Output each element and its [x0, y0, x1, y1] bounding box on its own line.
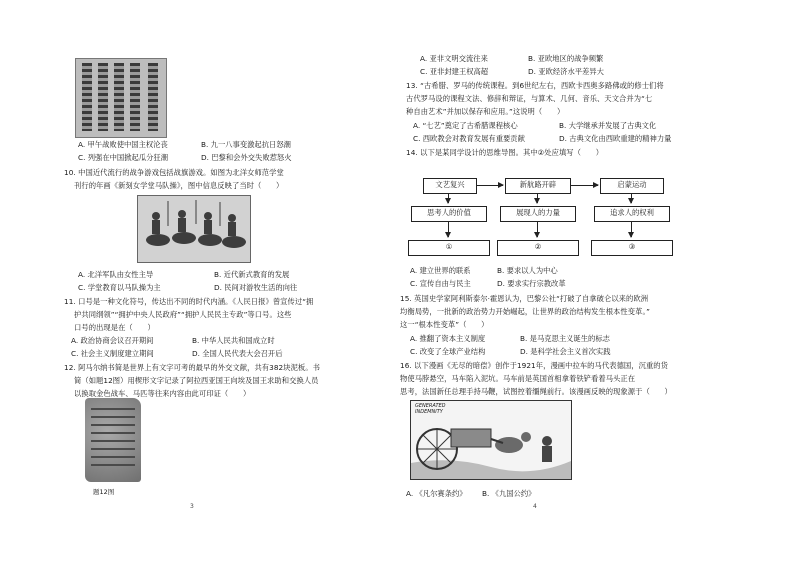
q13-option-a: A. “七艺”奠定了古希腊课程核心: [413, 121, 518, 130]
parade-painting-photo: [137, 195, 251, 263]
mindmap-human-power-box: 展现人的力量: [500, 206, 576, 222]
q12-option-d: D. 亚欧经济水平差异大: [528, 67, 604, 76]
q11-option-b: B. 中华人民共和国成立时: [192, 336, 275, 345]
mindmap-arrow-down-3: [631, 193, 632, 203]
q12-option-c: C. 亚非封建王权高超: [420, 67, 489, 76]
q13-stem-line1: 13. “古希腊、罗马的传统课程。到6世纪左右，西欧卡西奥多路佛或的修士们将: [406, 81, 664, 90]
q13-option-d: D. 古典文化由西欧重建的精神力量: [559, 134, 672, 143]
historical-document-photo: [75, 58, 167, 138]
q9-option-c: C. 列强在中国掀起瓜分狂潮: [78, 153, 168, 162]
q11-stem-line3: 口号的出现是在（ ）: [74, 323, 155, 332]
mindmap-arrow-down-2: [537, 193, 538, 203]
q14-option-c: C. 宣传自由与民主: [410, 279, 471, 288]
mindmap-arrow-down-4: [448, 221, 449, 237]
q14-stem: 14. 以下是某同学设计的思维导图。其中②处应填写（ ）: [406, 148, 604, 157]
q9-option-a: A. 甲午战败使中国主权沦丧: [78, 140, 168, 149]
q16-stem-line1: 16. 以下漫画《无尽的暗偿》创作于1921年，漫画中拉车的马代表德国，沉重的货: [400, 361, 668, 370]
mindmap-renaissance-box: 文艺复兴: [423, 178, 477, 194]
q15-option-d: D. 是科学社会主义首次实践: [520, 347, 611, 356]
mindmap-new-route-box: 新航路开辟: [505, 178, 571, 194]
q9-option-d: D. 巴黎和会外交失败惹怒火: [201, 153, 292, 162]
q13-stem-line2: 古代罗马设的课程文法、修辞和辩证，与算术、几何、音乐、天文合并为“七: [406, 94, 653, 103]
q15-stem-line3: 这一“根本性变革”（ ）: [400, 320, 489, 329]
q15-stem-line2: 均衡局势，一批新的政治势力开始崛起，让世界的政治结构发生根本性变革。”: [400, 307, 650, 316]
q16-stem-line2: 物使马脖悬空，马车陷入泥坑。马车前是英国首相拿着铁铲看着马头正在: [400, 374, 636, 383]
mindmap-arrow-down-6: [631, 221, 632, 237]
q11-option-c: C. 社会主义制度建立期间: [71, 349, 154, 358]
mindmap-arrow-1: [477, 185, 503, 186]
mindmap-human-rights-box: 追求人的权利: [594, 206, 670, 222]
q11-option-a: A. 政治协商会议召开期间: [71, 336, 154, 345]
q15-option-a: A. 推翻了资本主义制度: [410, 334, 486, 343]
q14-option-d: D. 要求实行宗教改革: [497, 279, 566, 288]
q10-stem-line1: 10. 中国近代流行的战争游戏包括战旗游戏。如图为北洋女师范学堂: [64, 168, 284, 177]
q10-stem-line2: 刊行的年画《新刻女学堂马队操》，图中信息反映了当时（ ）: [74, 181, 284, 190]
q11-stem-line1: 11. 口号是一种文化符号，传达出不同的时代内涵。《人民日报》曾宣传过“拥: [64, 297, 314, 306]
q10-option-d: D. 民间对游牧生活的向往: [214, 283, 298, 292]
q12-stem-line1: 12. 阿马尔纳书简是世界上有文字可考的最早的外交文献，共有382块泥板。书: [64, 363, 320, 372]
mindmap-arrow-down-1: [448, 193, 449, 203]
q12-stem-line3: 以换取金色战车、马匹等往来内容由此可印证（ ）: [74, 389, 251, 398]
page-number-right: 4: [533, 503, 537, 510]
q15-option-b: B. 是马克思主义诞生的标志: [520, 334, 610, 343]
q16-option-a: A. 《凡尔赛条约》: [406, 489, 467, 498]
q14-option-a: A. 建立世界的联系: [410, 266, 471, 275]
q12-stem-line2: 简（如题12图）用楔形文字记录了阿拉西亚国王向埃及国王求助和交换人员: [74, 376, 319, 385]
q13-stem-line3: 种自由艺术”并加以保存和应用。”这说明（ ）: [406, 107, 565, 116]
page-number-left: 3: [190, 503, 194, 510]
mindmap-enlightenment-box: 启蒙运动: [600, 178, 664, 194]
cartoon-banner-text: GENERATED INDEMNITY: [415, 403, 446, 415]
mindmap-blank-1: ①: [408, 240, 490, 256]
q12-figure-caption: 题12图: [93, 488, 115, 496]
reparations-cartoon: [410, 400, 572, 480]
q13-option-c: C. 西欧教会对教育发展有重要贡献: [413, 134, 525, 143]
q10-option-a: A. 北洋军队由女性主导: [78, 270, 154, 279]
q9-option-b: B. 九一八事变激起抗日怒潮: [201, 140, 291, 149]
q16-stem-line3: 思考，法国新任总理手持马鞭，试图控着缰绳前行。该漫画反映的现象源于（ ）: [400, 387, 672, 396]
clay-tablet-photo: [85, 398, 141, 482]
q12-option-a: A. 亚非文明交流往来: [420, 54, 488, 63]
mindmap-human-value-box: 思考人的价值: [411, 206, 487, 222]
mindmap-blank-3: ③: [591, 240, 673, 256]
q15-stem-line1: 15. 英国史学家阿利斯泰尔·霍恩认为，巴黎公社“打破了自拿破仑以来的欧洲: [400, 294, 649, 303]
mindmap-blank-2: ②: [497, 240, 579, 256]
q11-option-d: D. 全国人民代表大会召开后: [192, 349, 283, 358]
mindmap-arrow-2: [571, 185, 598, 186]
q15-option-c: C. 改变了全球产业结构: [410, 347, 486, 356]
q11-stem-line2: 护共同纲领”“拥护中央人民政府”“拥护人民民主专政”等口号。这些: [74, 310, 292, 319]
q12-option-b: B. 亚欧地区的战争频繁: [528, 54, 604, 63]
q16-option-b: B. 《九国公约》: [482, 489, 536, 498]
mindmap-arrow-down-5: [537, 221, 538, 237]
q13-option-b: B. 大学继承并发展了古典文化: [559, 121, 657, 130]
q10-option-b: B. 近代新式教育的发展: [214, 270, 290, 279]
q10-option-c: C. 学堂教育以马队操为主: [78, 283, 161, 292]
q14-option-b: B. 要求以人为中心: [497, 266, 558, 275]
